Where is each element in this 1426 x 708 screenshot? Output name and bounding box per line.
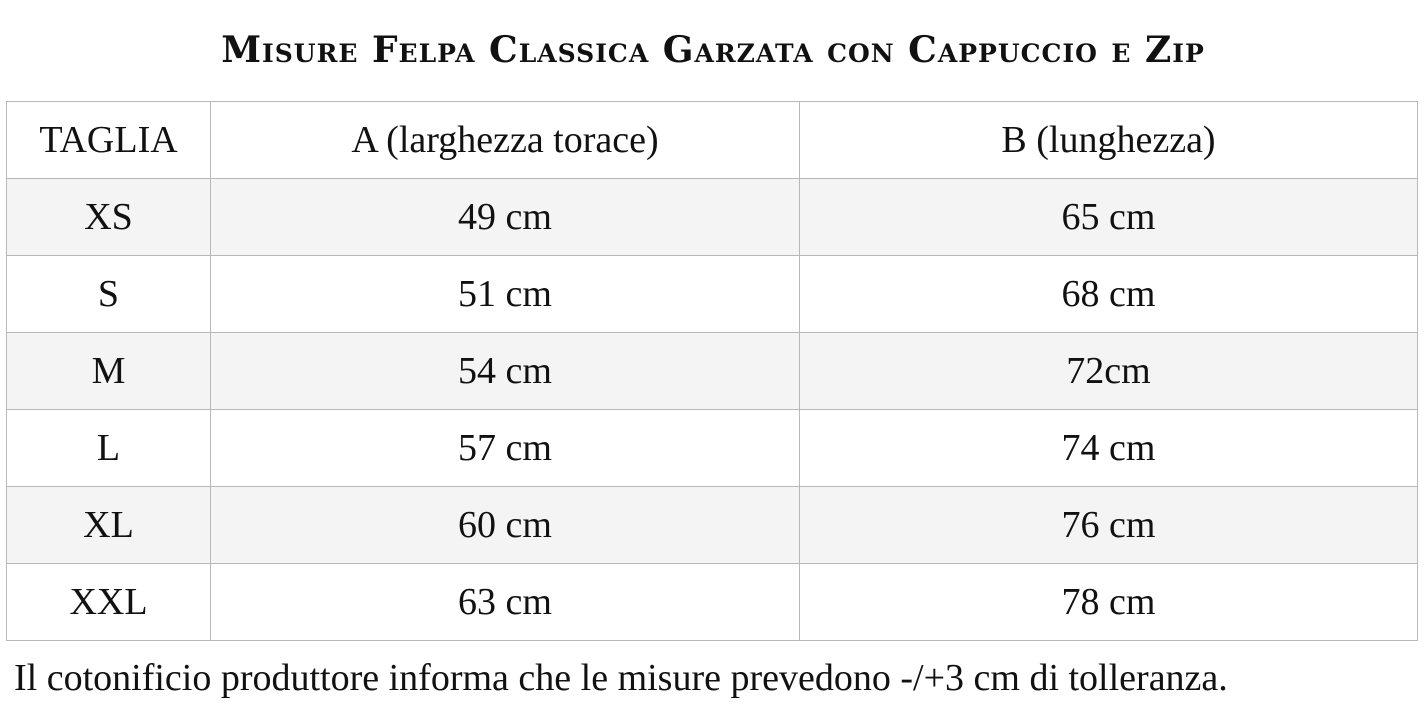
page-title: Misure Felpa Classica Garzata con Cappuccio e Zip bbox=[221, 29, 1205, 71]
column-header-size: TAGLIA bbox=[7, 102, 211, 179]
table-row bbox=[7, 179, 1418, 256]
column-header-length: B (lunghezza) bbox=[800, 102, 1418, 179]
cell-chest-width: 54 cm bbox=[211, 333, 800, 410]
cell-chest-width: 49 cm bbox=[211, 179, 800, 256]
cell-chest-width: 51 cm bbox=[211, 256, 800, 333]
cell-chest-width: 63 cm bbox=[211, 564, 800, 641]
table-header-row bbox=[7, 102, 1418, 179]
cell-size: L bbox=[7, 410, 211, 487]
cell-length: 76 cm bbox=[800, 487, 1418, 564]
cell-length: 68 cm bbox=[800, 256, 1418, 333]
column-header-chest-width: A (larghezza torace) bbox=[211, 102, 800, 179]
cell-chest-width: 57 cm bbox=[211, 410, 800, 487]
cell-size: XL bbox=[7, 487, 211, 564]
cell-length: 78 cm bbox=[800, 564, 1418, 641]
table-row bbox=[7, 487, 1418, 564]
size-chart-table bbox=[6, 101, 1418, 641]
cell-size: XS bbox=[7, 179, 211, 256]
cell-size: M bbox=[7, 333, 211, 410]
cell-size: XXL bbox=[7, 564, 211, 641]
table-row bbox=[7, 256, 1418, 333]
table-row bbox=[7, 564, 1418, 641]
cell-length: 72cm bbox=[800, 333, 1418, 410]
table-row bbox=[7, 333, 1418, 410]
cell-length: 65 cm bbox=[800, 179, 1418, 256]
cell-length: 74 cm bbox=[800, 410, 1418, 487]
table-row bbox=[7, 410, 1418, 487]
tolerance-note: Il cotonificio produttore informa che le misure prevedono -/+3 cm di tolleranza. bbox=[14, 657, 1228, 699]
cell-chest-width: 60 cm bbox=[211, 487, 800, 564]
cell-size: S bbox=[7, 256, 211, 333]
